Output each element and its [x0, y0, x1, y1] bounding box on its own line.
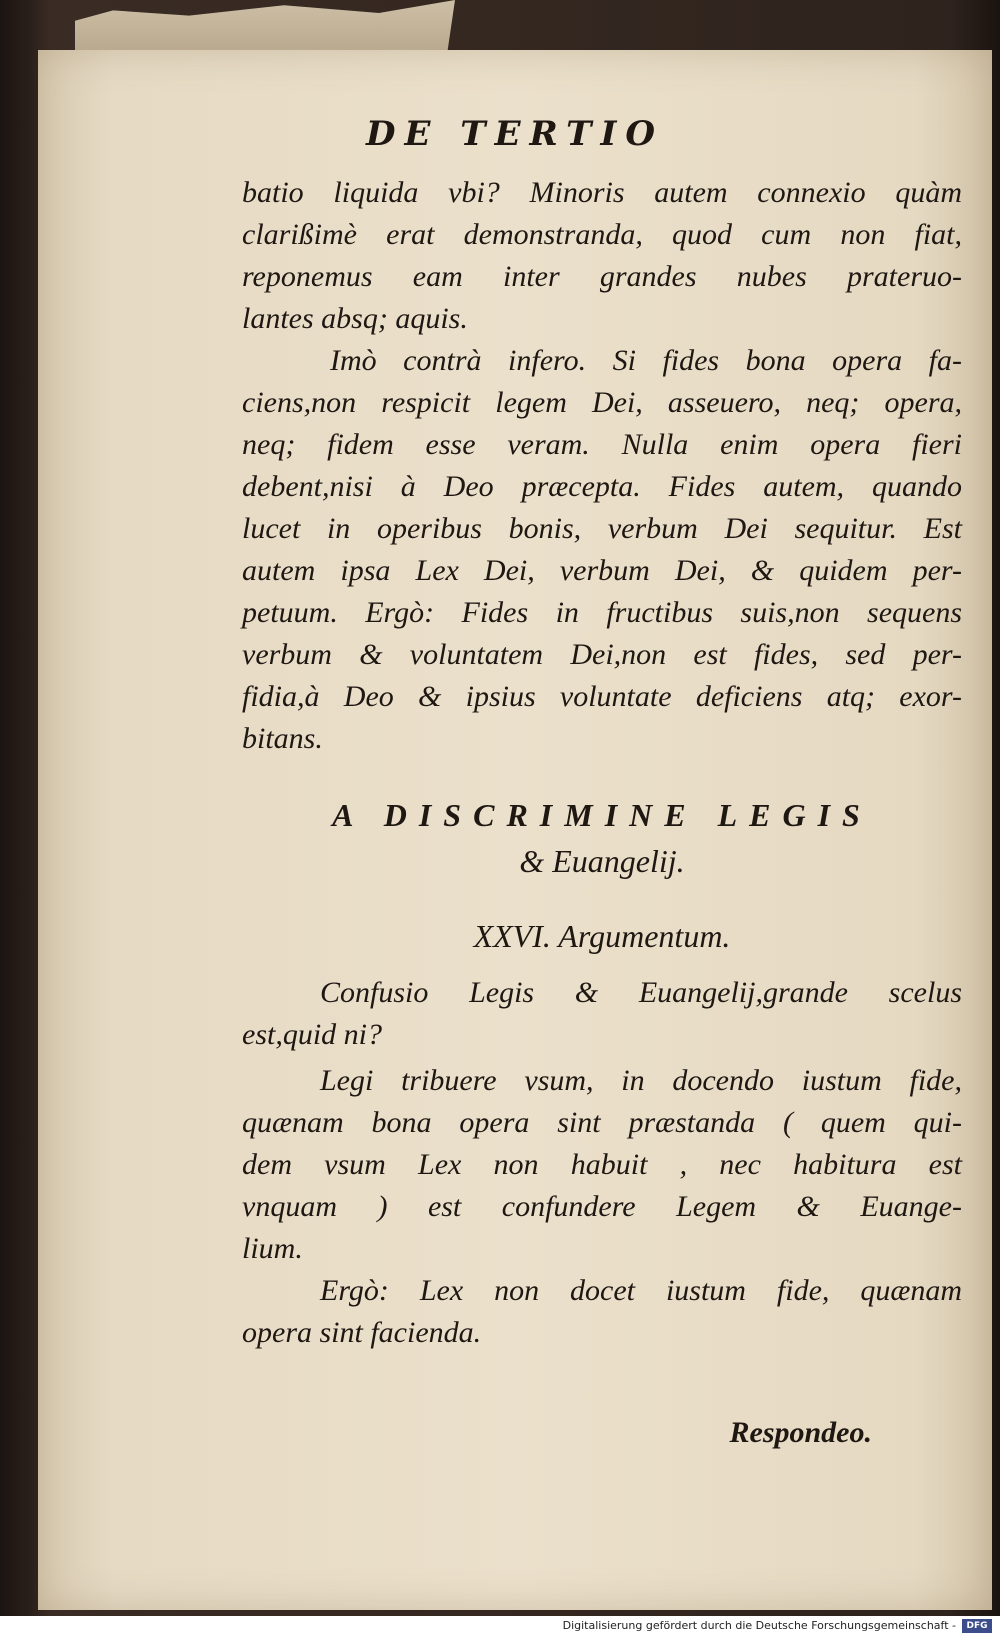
- text-line: bitans.: [242, 722, 323, 755]
- text-line: debent,nisi à Deo præcepta. Fides autem, quando: [242, 470, 962, 503]
- text-line: lucet in operibus bonis, verbum Dei sequitur. Est: [242, 512, 962, 545]
- section-heading-subtitle: & Euangelij.: [519, 843, 685, 879]
- text-line: autem ipsa Lex Dei, verbum Dei, & quidem per-: [242, 554, 962, 587]
- paragraph-3: [242, 972, 962, 1056]
- footer-credit: Digitalisierung gefördert durch die Deutsche Forschungsgemeinschaft -: [562, 1619, 956, 1632]
- digitization-footer: [0, 1616, 1000, 1636]
- text-line: quænam bona opera sint præstanda ( quem qui-: [242, 1106, 962, 1139]
- section-heading: [242, 792, 962, 884]
- text-line: neq; fidem esse veram. Nulla enim opera fieri: [242, 428, 962, 461]
- text-line: Confusio Legis & Euangelij,grande scelus: [320, 976, 962, 1009]
- section-heading-title: A DISCRIMINE LEGIS: [332, 797, 872, 833]
- text-line: est,quid ni?: [242, 1018, 382, 1051]
- text-line: clarißimè erat demonstranda, quod cum non fiat,: [242, 218, 962, 251]
- text-line: vnquam ) est confundere Legem & Euange-: [242, 1190, 962, 1223]
- text-line: lantes absq; aquis.: [242, 302, 468, 335]
- text-line: ciens,non respicit legem Dei, asseuero, neq; opera,: [242, 386, 962, 419]
- paragraph-1: [242, 172, 962, 340]
- text-line: batio liquida vbi? Minoris autem connexio quàm: [242, 176, 962, 209]
- text-line: Ergò: Lex non docet iustum fide, quænam: [320, 1274, 962, 1307]
- text-line: lium.: [242, 1232, 303, 1265]
- text-line: opera sint facienda.: [242, 1316, 482, 1349]
- dfg-logo-icon: DFG: [962, 1619, 992, 1633]
- running-head: DE TERTIO: [366, 114, 664, 154]
- argument-title: XXVI. Argumentum.: [473, 918, 731, 954]
- paragraph-2: [242, 340, 962, 760]
- paragraph-5: [242, 1270, 962, 1354]
- text-line: dem vsum Lex non habuit , nec habitura est: [242, 1148, 962, 1181]
- text-line: verbum & voluntatem Dei,non est fides, sed per-: [242, 638, 962, 671]
- text-line: petuum. Ergò: Fides in fructibus suis,non sequens: [242, 596, 962, 629]
- book-page: [38, 50, 992, 1610]
- text-line: fidia,à Deo & ipsius voluntate deficiens atq; exor-: [242, 680, 962, 713]
- catchword: Respondeo.: [729, 1416, 872, 1449]
- text-line: reponemus eam inter grandes nubes prateruo-: [242, 260, 962, 293]
- text-line: Imò contrà infero. Si fides bona opera fa-: [330, 344, 962, 377]
- paragraph-4: [242, 1060, 962, 1270]
- text-line: Legi tribuere vsum, in docendo iustum fide,: [320, 1064, 962, 1097]
